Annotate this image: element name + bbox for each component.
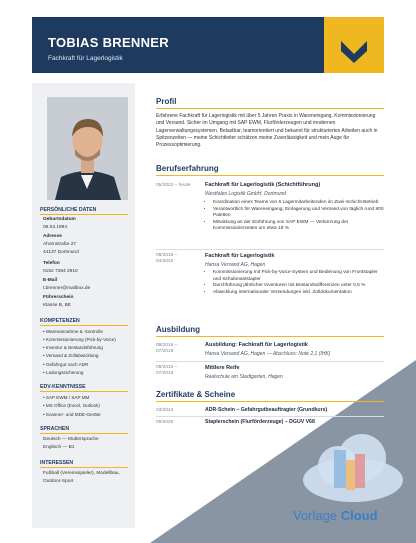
phone-label: Telefon (43, 261, 60, 266)
it-heading: EDV-KENNTNISSE (40, 384, 128, 392)
skill-item: • Versand & Zollabwicklung (43, 353, 99, 358)
edu-date: 09/2010 – (156, 365, 178, 370)
address-label: Adresse (43, 234, 62, 239)
brand-name: Vorlage Cloud (293, 508, 378, 523)
cert-title: Staplerschein (Flurförderzeuge) – DGUV V68 (205, 419, 315, 425)
skill-item: • Ladungssicherung (43, 370, 84, 375)
personal-heading: PERSÖNLICHE DATEN (40, 207, 128, 215)
edu-sub: Realschule am Stadtgarten, Hagen (205, 374, 283, 380)
edu-sub: Hansa Versand AG, Hagen — Abschluss: Note 2,1 (IHK) (205, 351, 331, 357)
edu-title: Mittlere Reife (205, 365, 240, 371)
job-bullet: • Abwicklung internationaler Versendungen inkl. Zolldokumentation (213, 290, 385, 297)
profile-text: Erfahrene Fachkraft für Lagerlogistik mit über 5 Jahren Praxis in Wareneingang, Kommissionierung und Versand. Sicher im Umgang mit SAP EWM, Flurförderzeugen und modernen Lagerverwaltungssystemen. Belastbar, teamorientiert und bekannt für strukturiertes Arbeiten auch in Spitzenzeiten — meine Schichtleiter schätzen meine Zuverlässigkeit und mein Auge für Prozessoptimierung. (156, 113, 378, 149)
address-city: 44137 Dortmund (43, 250, 79, 255)
birth-value: 06.03.1994 (43, 225, 68, 230)
job-bullet: • Mitwirkung an der Einführung von SAP EWM — Verkürzung der Kommissionierzeiten um etwa 18 % (213, 220, 385, 233)
job-date: 05/2022 – heute (156, 183, 191, 188)
interests-heading: INTERESSEN (40, 460, 128, 468)
edu-date: 07/2019 (156, 349, 174, 354)
it-item: • Scanner- und MDE-Geräte (43, 412, 101, 417)
interests-line: Fußball (Vereinsspieler), Modellbau, (43, 471, 120, 476)
job-bullet: • Durchführung jährlicher Inventuren mit Bestandsdifferenzen unter 0,5 % (213, 283, 385, 290)
candidate-name: TOBIAS BRENNER (48, 35, 169, 50)
email-label: E-Mail (43, 278, 58, 283)
phone-value: 0152 7384 2910 (43, 269, 78, 274)
person-photo-icon (47, 97, 128, 200)
divider (156, 249, 384, 250)
job-title: Fachkraft für Lagerlogistik (205, 253, 275, 259)
logo-block (324, 17, 384, 73)
language-item: Englisch — B1 (43, 445, 75, 450)
skills-heading: KOMPETENZEN (40, 318, 128, 326)
skill-item: • Gefahrgut nach ADR (43, 362, 89, 367)
cloud-logo-icon (300, 428, 406, 508)
cert-title: ADR-Schein – Gefahrgutbeauftragter (Grundkurs) (205, 407, 328, 413)
it-item: • MS Office (Excel, Outlook) (43, 403, 100, 408)
language-item: Deutsch — Muttersprache (43, 437, 99, 442)
skill-item: • Inventur & Bestandsführung (43, 345, 103, 350)
divider (156, 416, 384, 417)
job-bullets (205, 200, 385, 233)
email-value: t.brenner@mailbox.de (43, 286, 91, 291)
skill-item: • Kommissionierung (Pick-by-Voice) (43, 337, 116, 342)
profile-heading: Profil (156, 97, 384, 109)
candidate-role: Fachkraft für Lagerlogistik (48, 55, 123, 62)
edu-title: Ausbildung: Fachkraft für Lagerlogistik (205, 342, 308, 348)
license-label: Führerschein (43, 295, 74, 300)
edu-date: 07/2016 (156, 371, 174, 376)
edu-date: 08/2016 – (156, 343, 178, 348)
birth-label: Geburtsdatum (43, 217, 76, 222)
languages-heading: SPRACHEN (40, 426, 128, 434)
license-value: Klasse B, BE (43, 303, 71, 308)
job-bullets (205, 270, 385, 296)
divider (156, 361, 384, 362)
job-title: Fachkraft für Lagerlogistik (Schichtführung) (205, 182, 321, 188)
cert-date: 03/2024 (156, 408, 174, 413)
job-company: Hansa Versand AG, Hagen (205, 262, 266, 268)
job-bullet: • Koordination eines Teams von 6 Lagermitarbeitenden im Zwei-Schicht-Betrieb (213, 200, 385, 207)
certs-heading: Zertifikate & Scheine (156, 390, 384, 402)
address-street: Ahornstraße 27 (43, 242, 77, 247)
job-bullet: • Verantwortlich für Wareneingang, Einlagerung und Versand von täglich rund 800 Paletten (213, 207, 385, 220)
job-date: 08/2019 – (156, 253, 178, 258)
interests-line: Outdoor-Sport (43, 479, 74, 484)
job-bullet: • Kommissionierung mit Pick-by-Voice-System und Bedienung von Frontstapler und Schubmaststapler (213, 270, 385, 283)
chevron-logo-icon (324, 17, 384, 73)
skill-item: • Warenannahme & -kontrolle (43, 329, 103, 334)
cert-date: 09/2020 (156, 420, 174, 425)
experience-heading: Berufserfahrung (156, 164, 384, 176)
it-item: • SAP EWM / SAP MM (43, 395, 90, 400)
education-heading: Ausbildung (156, 325, 384, 337)
profile-photo (47, 97, 128, 200)
job-company: Westfalen Logistik GmbH, Dortmund (205, 191, 287, 197)
job-date: 04/2022 (156, 259, 174, 264)
